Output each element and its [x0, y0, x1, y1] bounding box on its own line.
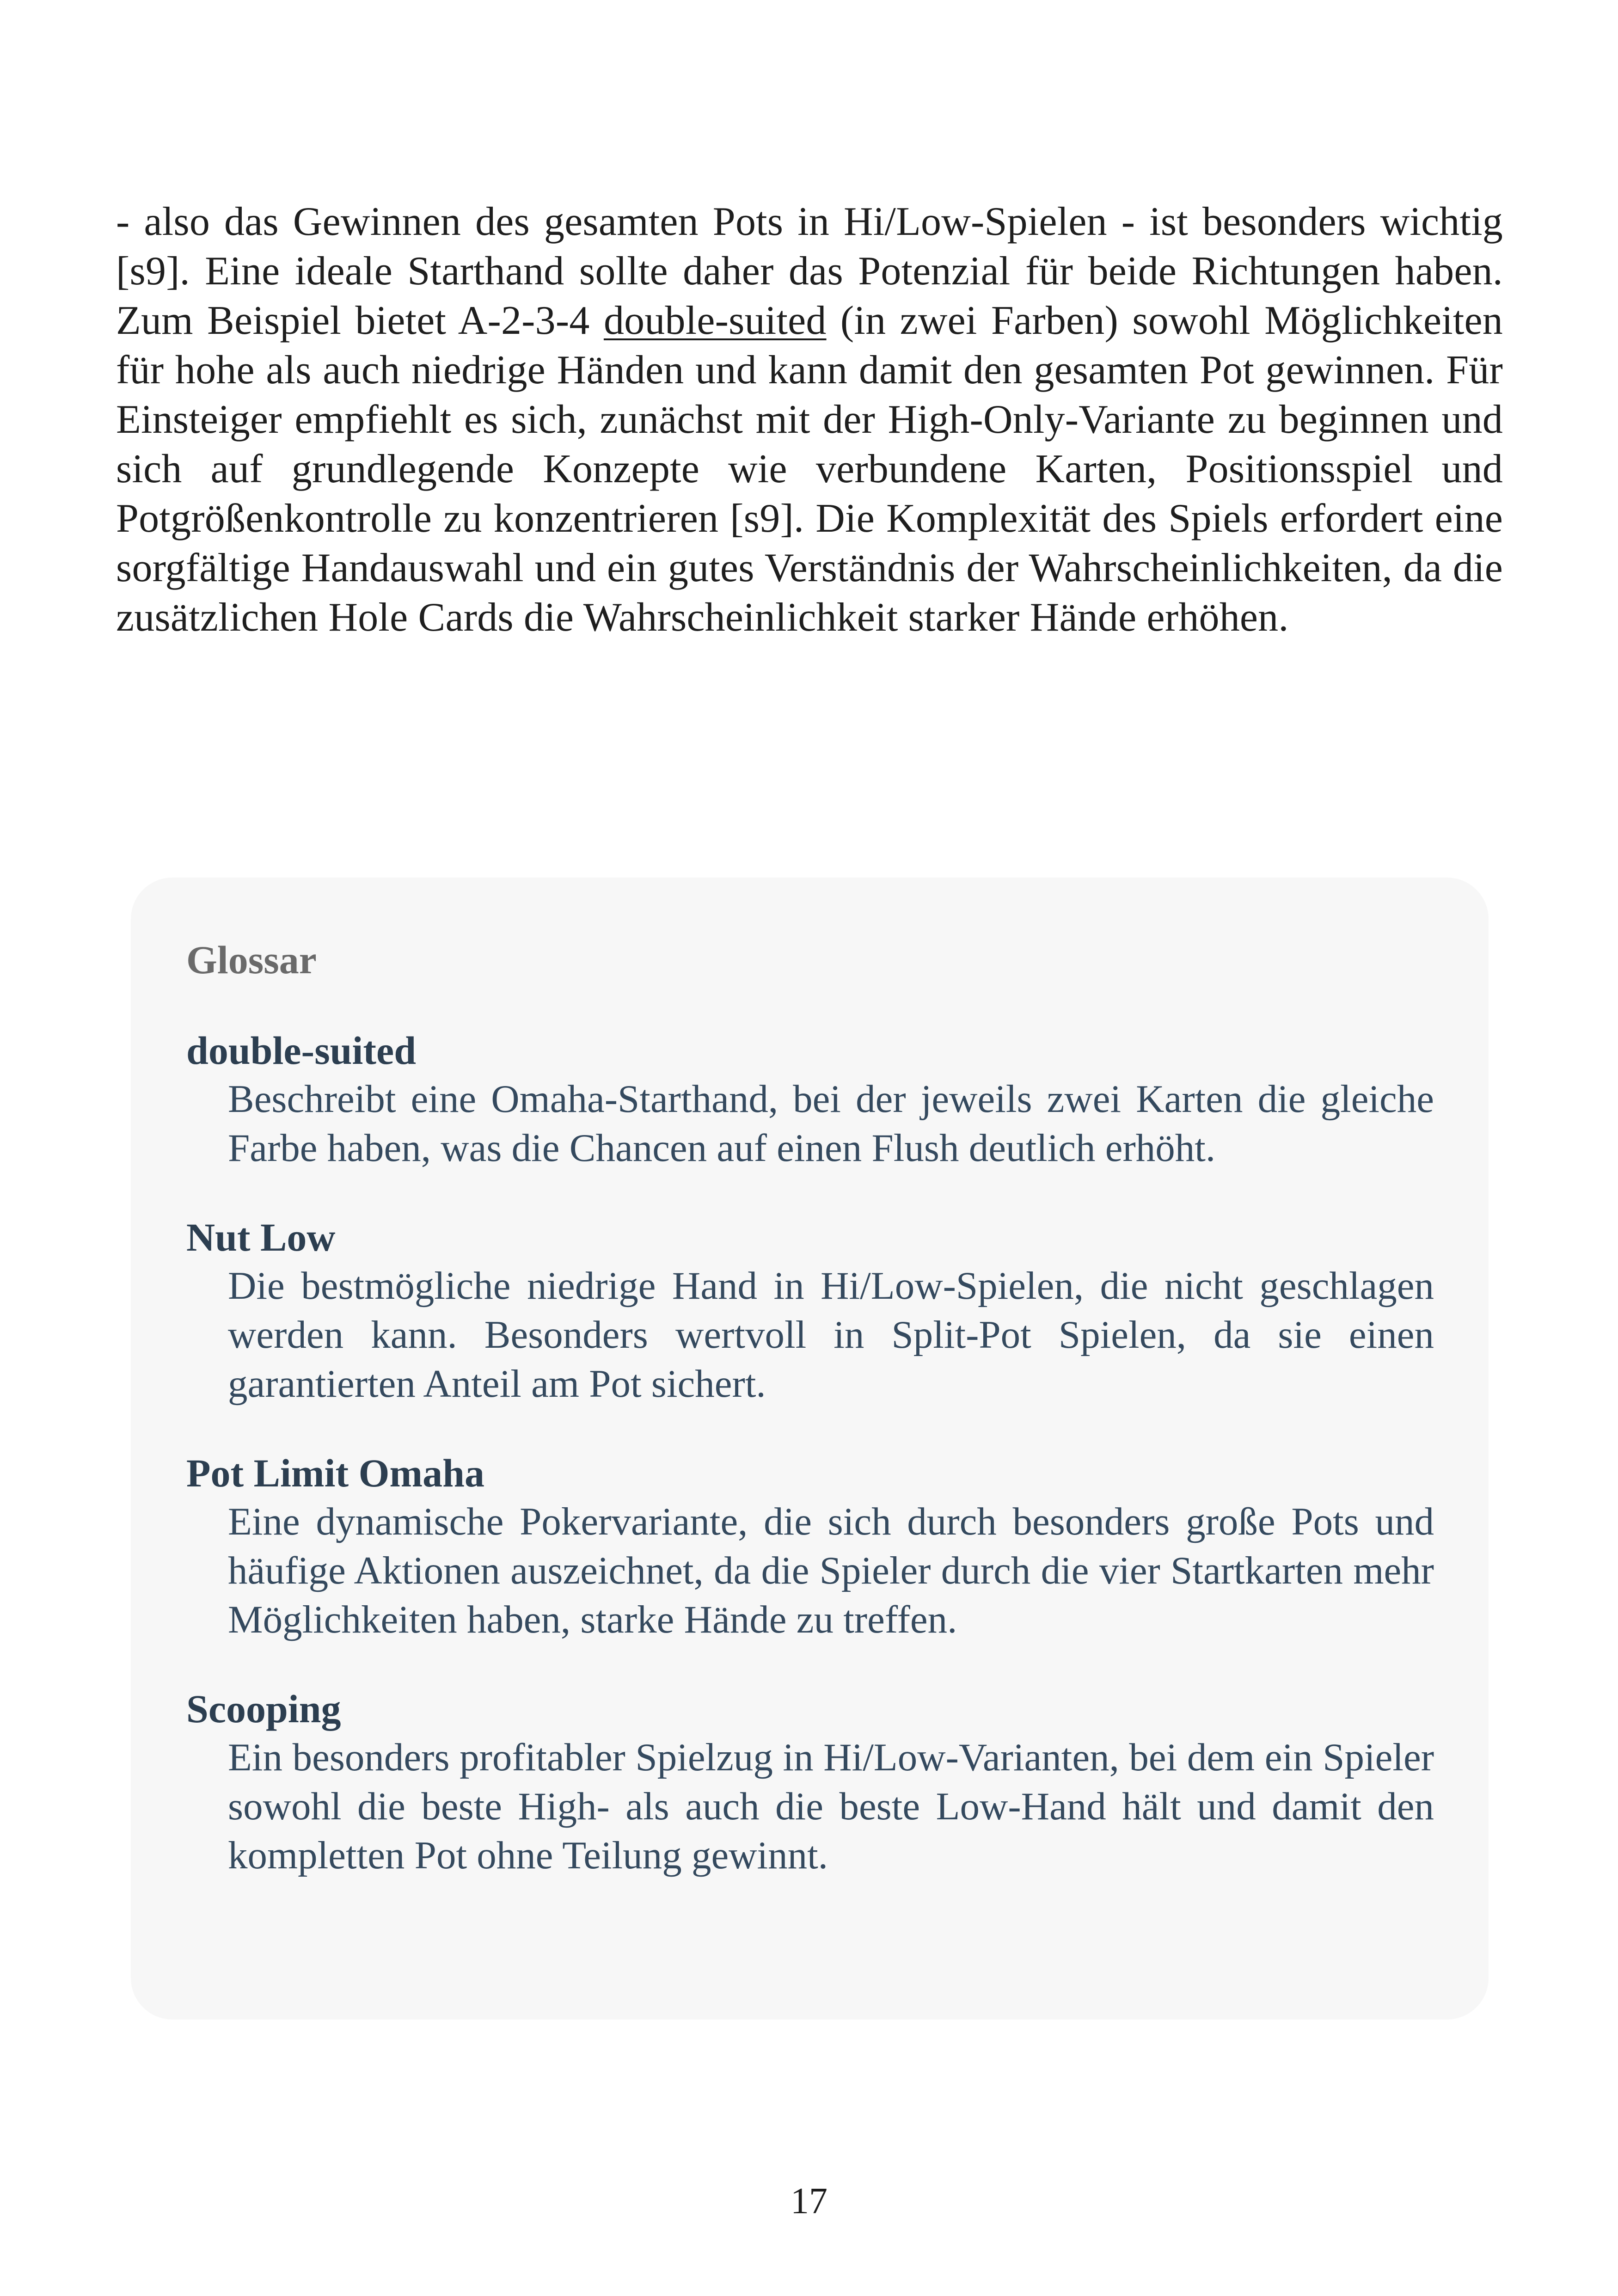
glossary-term: Scooping — [186, 1687, 341, 1731]
glossary-entry — [186, 1026, 1434, 1173]
glossary-title: Glossar — [186, 938, 317, 982]
glossary-term: double-suited — [186, 1028, 417, 1073]
glossary-definition: Ein besonders profitabler Spielzug in Hi/Low-Varianten, bei dem ein Spieler sowohl die beste High- als auch die beste Low-Hand hält und damit den kompletten Pot ohne Teilung gewinnt. — [228, 1736, 1434, 1877]
glossary-term: Pot Limit Omaha — [186, 1451, 484, 1495]
glossary-term-link[interactable]: double-suited — [603, 298, 827, 343]
glossary-entry — [186, 1685, 1434, 1880]
page-number: 17 — [791, 2181, 827, 2222]
glossary-box — [131, 878, 1489, 2020]
body-text-part-2: (in zwei Farben) sowohl Möglichkeiten für hohe als auch niedrige Händen und kann damit den gesamten Pot gewinnen. Für Einsteiger empfiehlt es sich, zunächst mit der High-Only-Variante zu beginnen und sich auf grundlegende Konzepte wie verbundene Karten, Positionsspiel und Potgrößenkontrolle zu konzentrieren [s9]. Die Komplexität des Spiels erfordert eine sorgfältige Handauswahl und ein gutes Verständnis der Wahrscheinlichkeiten, da die zusätzlichen Hole Cards die Wahrscheinlichkeit starker Hände erhöhen. — [116, 298, 1503, 640]
glossary-entry — [186, 1213, 1434, 1408]
body-paragraph — [116, 197, 1503, 642]
glossary-term: Nut Low — [186, 1215, 336, 1259]
glossary-entry — [186, 1449, 1434, 1644]
glossary-definition: Die bestmögliche niedrige Hand in Hi/Low-Spielen, die nicht geschlagen werden kann. Besonders wertvoll in Split-Pot Spielen, da sie einen garantierten Anteil am Pot sichert. — [228, 1264, 1434, 1406]
glossary-definition: Beschreibt eine Omaha-Starthand, bei der jeweils zwei Karten die gleiche Farbe haben, was die Chancen auf einen Flush deutlich erhöht. — [228, 1077, 1434, 1170]
body-text-part-1: - also das Gewinnen des gesamten Pots in Hi/Low-Spielen - ist besonders wichtig [s9]. Eine ideale Starthand sollte daher das Potenzial für beide Richtungen haben. Zum Beispiel bietet A-2-3-4 — [116, 199, 1503, 343]
glossary-definition: Eine dynamische Pokervariante, die sich durch besonders große Pots und häufige Aktionen auszeichnet, da die Spieler durch die vier Startkarten mehr Möglichkeiten haben, starke Hände zu treffen. — [228, 1500, 1434, 1641]
